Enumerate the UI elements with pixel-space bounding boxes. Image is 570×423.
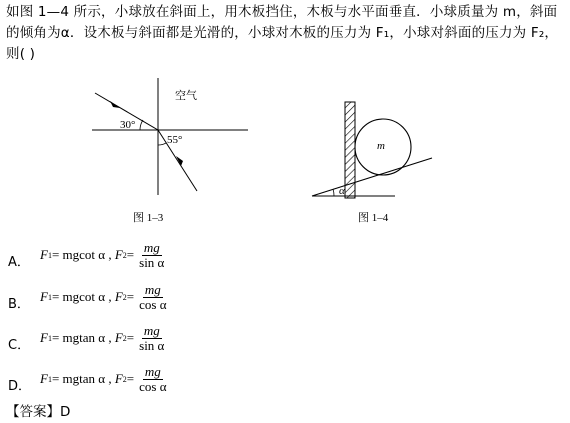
- ball-mass-label: m: [377, 140, 385, 152]
- option-letter: C．: [8, 338, 31, 353]
- option-letter: D．: [8, 379, 32, 394]
- figure-1-4-caption: 图 1–4: [358, 212, 389, 224]
- option-d[interactable]: [8, 361, 308, 397]
- option-letter: B．: [8, 297, 30, 312]
- option-formula: F 1 = mgcot α , F 2 = $\frac{mg}{\text{sin α}}$: [40, 239, 165, 270]
- angle-30-label: 30°: [120, 119, 136, 131]
- figure-1-3: [92, 78, 248, 224]
- figure-1-4: [312, 102, 432, 224]
- figure-1-3-caption: 图 1–3: [133, 212, 164, 224]
- incline-angle-arc: [333, 189, 334, 196]
- option-letter: A．: [8, 255, 30, 270]
- angle-arc-55: [158, 143, 166, 145]
- angle-55-label: 55°: [167, 134, 183, 146]
- answer-line: [6, 400, 70, 420]
- option-formula: F 1 = mgtan α , F 2 = $\frac{mg}{\text{sin α}}$: [40, 322, 165, 353]
- answer-value: D: [60, 404, 71, 420]
- option-c[interactable]: [8, 320, 308, 356]
- option-formula: F 1 = mgtan α , F 2 = $\frac{mg}{\text{cos α}}$: [40, 363, 167, 394]
- incline-angle-label: α: [339, 185, 345, 197]
- question-text: 如图 1—4 所示，小球放在斜面上，用木板挡住，木板与水平面垂直．小球质量为 m，斜面的倾角为α．设木板与斜面都是光滑的，小球对木板的压力为 F₁，小球对斜面的压力为 F₂，则( ): [6, 4, 559, 62]
- option-a[interactable]: [8, 237, 308, 273]
- angle-arc-30: [140, 120, 143, 130]
- answer-label: 【答案】: [6, 404, 60, 420]
- option-formula: F 1 = mgcot α , F 2 = $\frac{mg}{\text{cos α}}$: [40, 281, 167, 312]
- option-b[interactable]: [8, 279, 308, 315]
- air-label: 空气: [175, 90, 197, 102]
